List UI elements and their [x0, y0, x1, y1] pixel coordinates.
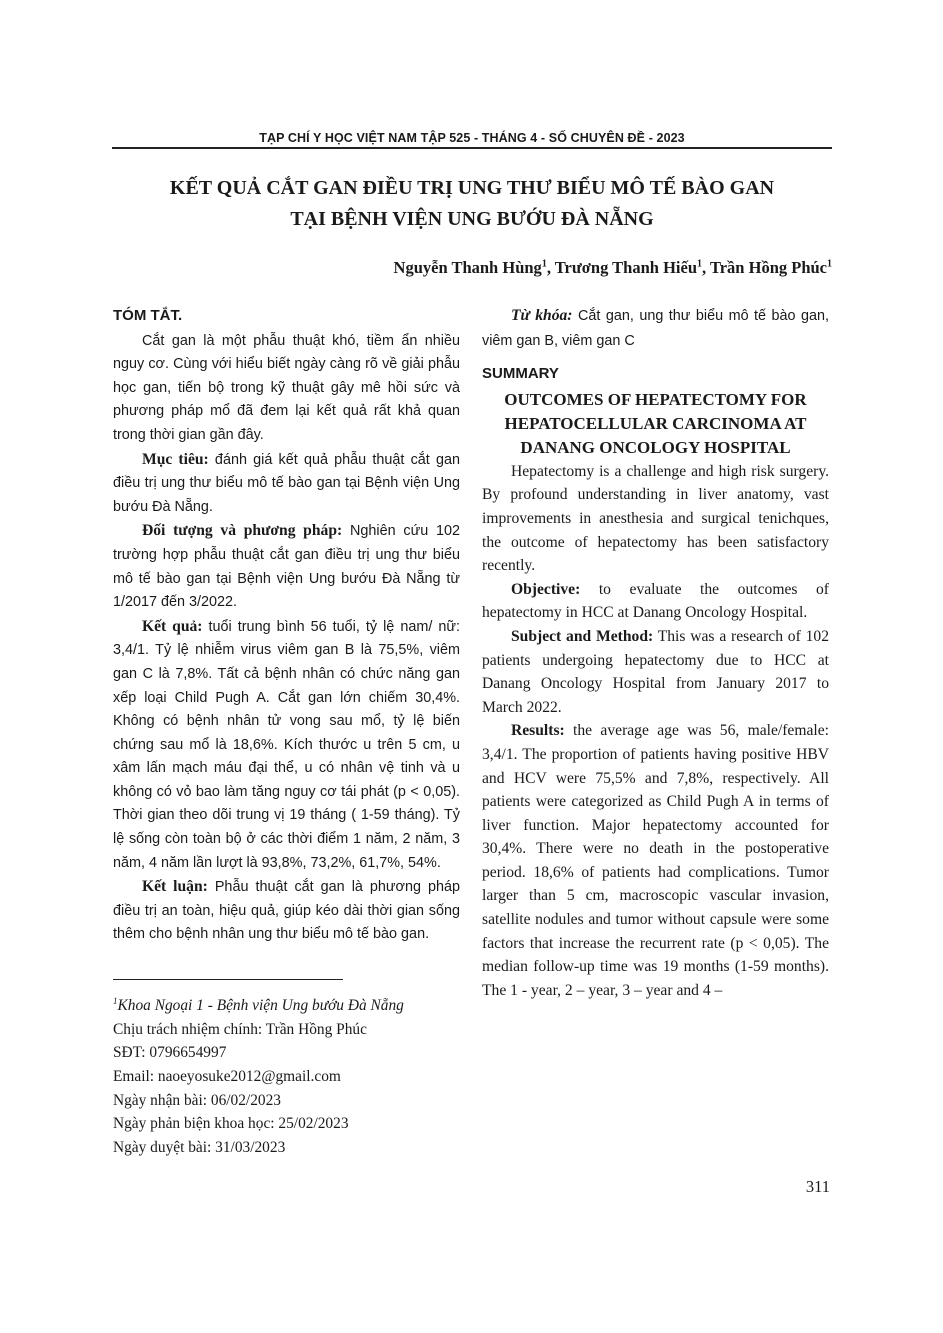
abstract-objective: Mục tiêu: đánh giá kết quả phẫu thuật cắt gan điều trị ung thư biểu mô tế bào gan tại Bệnh viện Ung bướu Đà Nẵng.: [113, 450, 460, 515]
journal-header: TẠP CHÍ Y HỌC VIỆT NAM TẬP 525 - THÁNG 4 - SỐ CHUYÊN ĐỀ - 2023: [259, 131, 685, 145]
results-label-en: Results:: [511, 722, 565, 740]
left-column: [113, 304, 460, 947]
summary-heading: SUMMARY: [482, 365, 559, 383]
conclusion-label: Kết luận:: [142, 878, 208, 896]
footnote-responsible: Chịu trách nhiệm chính: Trần Hồng Phúc: [113, 1020, 367, 1038]
objective-label: Mục tiêu:: [142, 450, 209, 468]
author-affiliation-mark: 1: [541, 258, 547, 270]
summary-method: Subject and Method: This was a research of 102 patients undergoing hepatectomy due to HCC at Danang Oncology Hospital from January 2017 to March 2022.: [482, 627, 829, 716]
method-label: Đối tượng và phương pháp:: [142, 522, 343, 540]
author-list: Nguyễn Thanh Hùng$^1$, Trương Thanh Hiếu$^1$, Trần Hồng Phúc$^1$: [393, 258, 832, 277]
footnote-accepted: Ngày duyệt bài: 31/03/2023: [113, 1138, 286, 1156]
footnote-phone: SĐT: 0796654997: [113, 1044, 227, 1062]
author-name: Nguyễn Thanh Hùng: [393, 258, 542, 277]
summary-objective: Objective: to evaluate the outcomes of hepatectomy in HCC at Danang Oncology Hospital.: [482, 580, 829, 622]
summary-intro: Hepatectomy is a challenge and high risk surgery. By profound understanding in liver anatomy, vast improvements in anesthesia and surgical tenichques, the outcome of hepatectomy has been satisfactory recently.: [482, 462, 829, 575]
footnote-reviewed: Ngày phản biện khoa học: 25/02/2023: [113, 1115, 349, 1133]
author-name: Trương Thanh Hiếu: [554, 258, 697, 277]
summary-title: OUTCOMES OF HEPATECTOMY FOR HEPATOCELLULAR CARCINOMA AT DANANG ONCOLOGY HOSPITAL: [504, 389, 807, 457]
abstract-results: Kết quả: tuổi trung bình 56 tuổi, tỷ lệ nam/ nữ: 3,4/1. Tỷ lệ nhiễm virus viêm gan B là 75,5%, viêm gan C là 7,8%. Tất cả bệnh nhân có chức năng gan xếp loại Child Pugh A. Cắt gan lớn chiếm 30,4%. Không có bệnh nhân tử vong sau mổ, tỷ lệ biến chứng sau mổ là 18,6%. Kích thước u trên 5 cm, u xâm lấn mạch máu đại thể, u có nhân vệ tinh và u không có vỏ bao làm tăng nguy cơ tái phát (p < 0,05). Thời gian theo dõi trung vị 19 tháng ( 1-59 tháng). Tỷ lệ sống còn toàn bộ ở các thời điểm 1 năm, 2 năm, 3 năm, 4 năm lần lượt là 93,8%, 73,2%, 61,7%, 54%.: [113, 617, 460, 871]
article-title: [112, 173, 832, 235]
author-affiliation-mark: 1: [697, 258, 702, 270]
footnotes: [113, 990, 473, 1159]
objective-label-en: Objective:: [511, 580, 581, 598]
summary-results: Results: the average age was 56, male/female: 3,4/1. The proportion of patients having positive HBV and HCV were 75,5% and 7,8%, respectively. All patients were categorized as Child Pugh A in terms of liver function. Major hepatectomy accounted for 30,4%. There were no death in the postoperative period. 18,6% of patients had complications. Tumor larger than 5 cm, macroscopic vascular invasion, satellite nodules and tumor without capsule were some factors that increase the recurrent rate (p < 0,05). The median follow-up time was 19 months (1-59 months). The 1 - year, 2 – year, 3 – year and 4 –: [482, 722, 829, 999]
footnote-email: Email: naoeyosuke2012@gmail.com: [113, 1067, 341, 1085]
author-affiliation-mark: 1: [827, 258, 832, 270]
abstract-heading: TÓM TẮT.: [113, 307, 183, 324]
header-rule: [112, 147, 832, 149]
results-label: Kết quả:: [142, 617, 203, 635]
footnote-received: Ngày nhận bài: 06/02/2023: [113, 1091, 281, 1109]
title-line-1: KẾT QUẢ CẮT GAN ĐIỀU TRỊ UNG THƯ BIỂU MÔ TẾ BÀO GAN: [169, 177, 775, 199]
footnote-rule: [113, 979, 343, 980]
abstract-conclusion: Kết luận: Phẫu thuật cắt gan là phương pháp điều trị an toàn, hiệu quả, giúp kéo dài thời gian sống thêm cho bệnh nhân ung thư biểu mô tế bào gan.: [113, 878, 461, 943]
abstract-method: Đối tượng và phương pháp: Nghiên cứu 102 trường hợp phẫu thuật cắt gan điều trị ung thư biểu mô tế bào gan tại Bệnh viện Ung bướu Đà Nẵng từ 1/2017 đến 3/2022.: [113, 522, 461, 611]
title-line-2: TẠI BỆNH VIỆN UNG BƯỚU ĐÀ NẴNG: [290, 208, 654, 230]
page-number: 311: [805, 1177, 830, 1196]
author-name: Trần Hồng Phúc: [709, 258, 827, 277]
keywords-paragraph: Từ khóa: Cắt gan, ung thư biểu mô tế bào gan, viêm gan B, viêm gan C: [482, 307, 829, 349]
method-label-en: Subject and Method:: [511, 627, 654, 645]
footnote-affiliation: $^1$Khoa Ngoại 1 - Bệnh viện Ung bướu Đà Nẵng: [113, 996, 404, 1015]
right-column: [482, 304, 829, 1002]
keywords-label: Từ khóa:: [511, 307, 573, 324]
abstract-intro: Cắt gan là một phẫu thuật khó, tiềm ẩn nhiều nguy cơ. Cùng với hiểu biết ngày càng rõ về giải phẫu học gan, tiến bộ trong kỹ thuật gây mê hồi sức và phương pháp mổ đã đem lại kết quả rất khả quan trong thời gian gần đây.: [113, 332, 460, 443]
